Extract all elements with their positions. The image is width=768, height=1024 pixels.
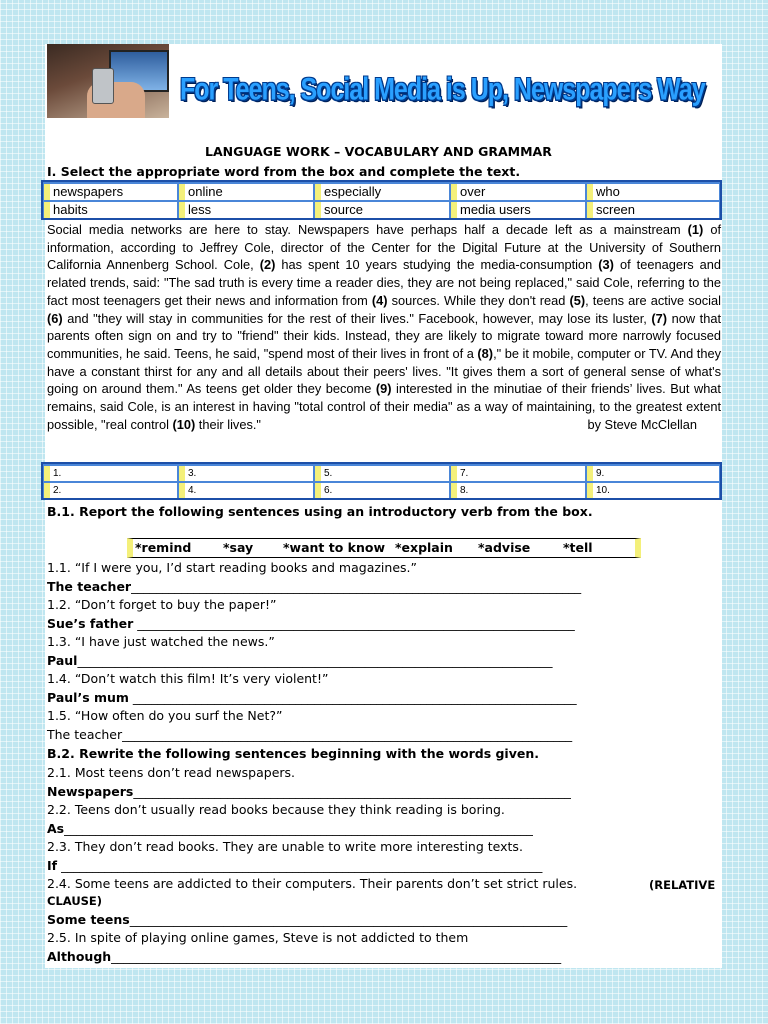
- answer-cell[interactable]: 7.: [451, 466, 585, 481]
- word-cell: over: [451, 184, 585, 200]
- b2-item-prompt: 2.1. Most teens don’t read newspapers.: [47, 765, 296, 780]
- b1-item-answer-line[interactable]: The teacher________________________________________________________________________: [47, 727, 573, 742]
- word-cell: source: [315, 202, 449, 218]
- word-cell: newspapers: [44, 184, 177, 200]
- worksheet: [45, 44, 722, 968]
- b1-item-answer-line[interactable]: Paul’s mum _______________________________________________________________________: [47, 690, 577, 705]
- worksheet-title: For Teens, Social Media is Up, Newspapers Way: [180, 72, 705, 107]
- word-cell: who: [587, 184, 719, 200]
- verb-option: *tell: [563, 540, 593, 555]
- b1-item-prompt: 1.2. “Don’t forget to buy the paper!”: [47, 597, 277, 612]
- word-cell: online: [179, 184, 313, 200]
- verb-option: *say: [223, 540, 254, 555]
- answer-cell[interactable]: 1.: [44, 466, 177, 481]
- word-cell: especially: [315, 184, 449, 200]
- word-box: [41, 180, 722, 220]
- mobile-phone-icon: [92, 68, 114, 104]
- answer-cell[interactable]: 2.: [44, 483, 177, 498]
- word-cell: less: [179, 202, 313, 218]
- b2-item-answer-line[interactable]: If _____________________________________________________________________________: [47, 858, 543, 873]
- word-cell: media users: [451, 202, 585, 218]
- b2-item-answer-line[interactable]: Newspapers______________________________________________________________________: [47, 784, 571, 799]
- b2-item-answer-line[interactable]: As___________________________________________________________________________: [47, 821, 533, 836]
- answer-cell[interactable]: 8.: [451, 483, 585, 498]
- b2-item-prompt: 2.5. In spite of playing online games, Steve is not addicted to them: [47, 930, 469, 945]
- b2-instruction: B.2. Rewrite the following sentences beginning with the words given.: [47, 746, 539, 761]
- answer-cell[interactable]: 6.: [315, 483, 449, 498]
- answer-cell[interactable]: 9.: [587, 466, 719, 481]
- verb-option: *want to know: [283, 540, 386, 555]
- b2-item-answer-line[interactable]: Some teens______________________________________________________________________: [47, 912, 568, 927]
- answer-cell[interactable]: 10.: [587, 483, 719, 498]
- b1-instruction: B.1. Report the following sentences using an introductory verb from the box.: [47, 504, 593, 519]
- b2-item-answer-line[interactable]: Although________________________________________________________________________: [47, 949, 562, 964]
- answer-cell[interactable]: 3.: [179, 466, 313, 481]
- teen-with-phone-photo: [47, 44, 169, 118]
- word-cell: habits: [44, 202, 177, 218]
- b1-item-prompt: 1.1. “If I were you, I’d start reading books and magazines.”: [47, 560, 417, 575]
- b2-item-prompt: 2.2. Teens don’t usually read books because they think reading is boring.: [47, 802, 505, 817]
- b1-item-prompt: 1.3. “I have just watched the news.”: [47, 634, 275, 649]
- b2-item-prompt: 2.3. They don’t read books. They are unable to write more interesting texts.: [47, 839, 523, 854]
- b2-item-note: CLAUSE): [47, 894, 103, 908]
- b1-item-prompt: 1.4. “Don’t watch this film! It’s very violent!”: [47, 671, 329, 686]
- answer-cell[interactable]: 5.: [315, 466, 449, 481]
- answer-box: [41, 462, 722, 500]
- b1-item-answer-line[interactable]: Paul____________________________________________________________________________: [47, 653, 553, 668]
- b2-item-prompt: 2.4. Some teens are addicted to their computers. Their parents don’t set strict rules.: [47, 876, 578, 891]
- reading-text: Social media networks are here to stay. Newspapers have perhaps half a decade left as a mainstream (1) of information, according to Jeffrey Cole, director of the Center for the Digital Future at the University of Southern California Annenberg School. Cole, (2) has spent 10 years studying the media-consumption (3) of teenagers and related trends, said: "The sad truth is every time a reader dies, they are not being replaced," said Cole, referring to the fact most teenagers get their news and information from (4) sources. While they don't read (5), teens are active social (6) and "they will stay in communities for the rest of their lives." Facebook, however, may lose its luster, (7) now that parents often sign on and try to "friend" their kids. Instead, they are likely to migrate toward more narrowly focused communities, he said. Teens, he said, "spend most of their lives in front of a (8)," be it mobile, computer or TV. And they have a constant thirst for any and all details about their peers' lives. "It gives them a sort of general sense of what's going on around them." As teens get older they become (9) interested in the minutiae of their friends’ lives. But what remains, said Cole, is an interest in having "total control of their media" as a way of maintaining, to the greatest extent possible, "real control (10) their lives." by Steve McClellan: [47, 222, 722, 432]
- b1-item-answer-line[interactable]: The teacher________________________________________________________________________: [47, 579, 582, 594]
- section1-instruction: I. Select the appropriate word from the box and complete the text.: [47, 164, 521, 179]
- b1-item-prompt: 1.5. “How often do you surf the Net?”: [47, 708, 283, 723]
- answer-cell[interactable]: 4.: [179, 483, 313, 498]
- author-signature: by Steve McClellan: [587, 416, 697, 432]
- section-heading: LANGUAGE WORK – VOCABULARY AND GRAMMAR: [205, 144, 552, 159]
- verb-option: *explain: [395, 540, 453, 555]
- verb-option: *advise: [478, 540, 531, 555]
- b1-item-answer-line[interactable]: Sue’s father ______________________________________________________________________: [47, 616, 575, 631]
- word-cell: screen: [587, 202, 719, 218]
- verb-option: *remind: [135, 540, 192, 555]
- b2-item-note: (RELATIVE: [649, 878, 716, 892]
- verb-box: [127, 538, 641, 558]
